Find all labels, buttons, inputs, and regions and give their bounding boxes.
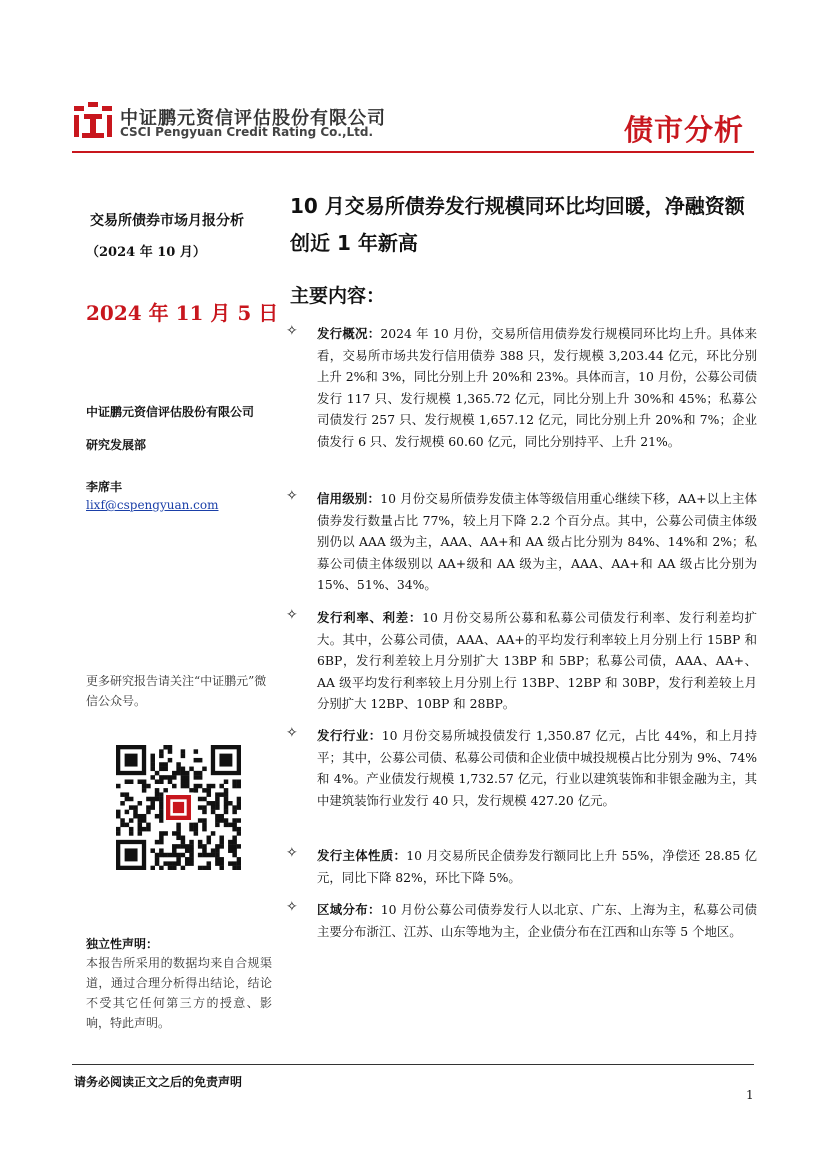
diamond-bullet-icon: ✧ — [286, 488, 298, 504]
bullet-heading: 发行行业： — [317, 728, 382, 743]
footer-disclaimer-note: 请务必阅读正文之后的免责声明 — [74, 1075, 243, 1089]
diamond-bullet-icon: ✧ — [286, 725, 298, 741]
bullet-text — [317, 488, 757, 596]
company-logo — [72, 100, 114, 142]
bullet-body: 10 月份公募公司债券发行人以北京、广东、上海为主，私募公司债主要分布浙江、江苏、山东等地为主，企业债分布在江西和山东等 5 个地区。 — [317, 902, 757, 939]
author-organization: 中证鹏元资信评估股份有限公司 — [86, 405, 255, 419]
bullet-text — [317, 607, 757, 715]
footer-divider — [72, 1064, 754, 1065]
page-number: 1 — [746, 1088, 754, 1102]
header-divider — [72, 151, 754, 153]
author-name: 李席丰 — [86, 480, 123, 494]
author-email-link[interactable]: lixf@cspengyuan.com — [86, 498, 219, 512]
diamond-bullet-icon: ✧ — [286, 899, 298, 915]
report-period: （2024 年 10 月） — [86, 245, 206, 260]
bullet-text — [317, 725, 757, 811]
main-subtitle: 主要内容： — [290, 285, 386, 307]
pengyuan-logo-icon — [72, 100, 114, 142]
bullet-heading: 区域分布： — [317, 902, 381, 917]
bullet-body: 10 月份交易所城投债发行 1,350.87 亿元，占比 44%，和上月持平；其中，公募公司债、私募公司债和企业债中城投规模占比分别为 9%、74%和 4%。产业债发行规模 1,732.57 亿元，行业以建筑装饰和非银金融为主，其中建筑装饰行业发行 40 只，发行规模 427.20 亿元。 — [317, 728, 757, 808]
diamond-bullet-icon: ✧ — [286, 607, 298, 623]
disclaimer-heading: 独立性声明： — [86, 937, 159, 951]
company-name-cn: 中证鹏元资信评估股份有限公司 — [120, 108, 386, 129]
section-title: 债市分析 — [624, 113, 745, 147]
author-department: 研究发展部 — [86, 438, 147, 452]
bullet-body: 10 月份交易所公募和私募公司债发行利率、发行利差均扩大。其中，公募公司债，AAA、AA+的平均发行利率较上月分别上行 15BP 和 6BP，发行利差较上月分别扩大 13BP 和 5BP；私募公司债，AAA、AA+、AA 级平均发行利率较上月分别上行 13BP、12BP 和 30BP，发行利差较上月分别扩大 12BP、10BP 和 28BP。 — [317, 610, 757, 711]
company-name-en: CSCI Pengyuan Credit Rating Co.,Ltd. — [120, 125, 374, 139]
report-series-title: 交易所债券市场月报分析 — [90, 213, 244, 229]
bullet-heading: 信用级别： — [317, 491, 381, 506]
main-title: 10 月交易所债券发行规模同环比均回暖，净融资额创近 1 年新高 — [290, 194, 745, 255]
bullet-body: 10 月份交易所债券发债主体等级信用重心继续下移，AA+以上主体债券发行数量占比 77%，较上月下降 2.2 个百分点。其中，公募公司债主体级别仍以 AAA 级为主，AAA、AA+和 AA 级占比分别为 84%、14%和 2%；私募公司债主体级别以 AA+级和 AA 级为主，AAA、AA+和 AA 级占比分别为 15%、51%、34%。 — [317, 491, 758, 592]
report-date: 2024 年 11 月 5 日 — [86, 301, 279, 325]
bullet-body: 2024 年 10 月份，交易所信用债券发行规模同环比均上升。具体来看，交易所市场共发行信用债券 388 只，发行规模 3,203.44 亿元，环比分别上升 2%和 3%，同比分别上升 20%和 23%。具体而言，10 月份，公募公司债发行 117 只、发行规模 1,365.72 亿元，同比分别上升 30%和 45%；私募公司债发行 257 只、发行规模 1,657.12 亿元，同比分别上升 20%和 7%；企业债发行 6 只、发行规模 60.60 亿元，同比分别持平、上升 21%。 — [317, 326, 757, 449]
bullet-text — [317, 845, 757, 888]
diamond-bullet-icon: ✧ — [286, 323, 298, 339]
bullet-heading: 发行主体性质： — [317, 848, 407, 863]
bullet-body: 10 月交易所民企债券发行额同比上升 55%，净偿还 28.85 亿元，同比下降 82%，环比下降 5%。 — [317, 848, 757, 885]
bullet-text — [317, 323, 757, 452]
qr-code-icon — [116, 745, 241, 870]
wechat-qr-code — [116, 745, 241, 870]
diamond-bullet-icon: ✧ — [286, 845, 298, 861]
bullet-heading: 发行概况： — [317, 326, 381, 341]
bullet-text — [317, 899, 757, 942]
bullet-heading: 发行利率、利差： — [317, 610, 423, 625]
follow-note: 更多研究报告请关注“中证鹏元”微信公众号。 — [86, 674, 267, 708]
disclaimer-text: 本报告所采用的数据均来自合规渠道，通过合理分析得出结论，结论不受其它任何第三方的授意、影响，特此声明。 — [86, 956, 272, 1030]
